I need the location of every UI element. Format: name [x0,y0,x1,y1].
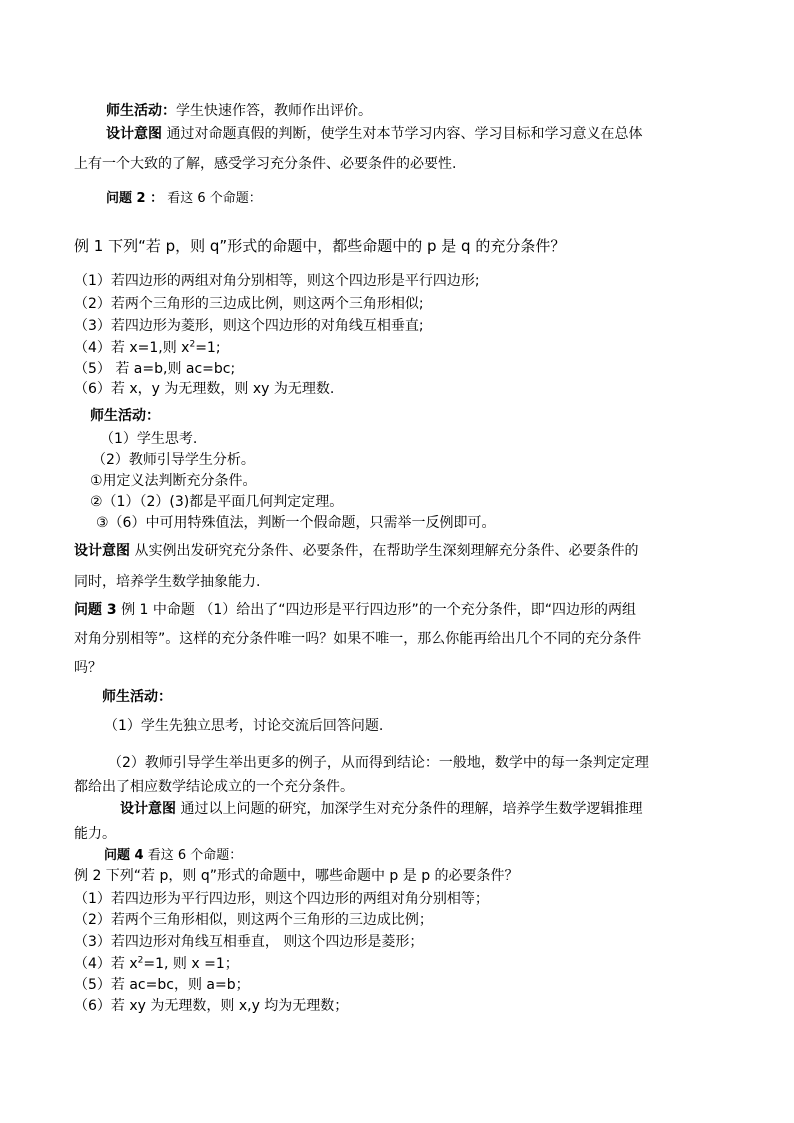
question-3-line-1 [74,602,636,619]
activity-line-1 [106,103,372,120]
activity-2-line-1: （1）学生思考. [100,431,198,447]
example-1-item-4-prefix: （4）若 x=1,则 x [74,340,190,356]
activity-2-line-5: ③（6）中可用特殊值法，判断一个假命题，只需举一反例即可。 [96,515,496,531]
example-2-item-2: （2）若两个三角形相似，则这两个三角形的三边成比例； [74,912,433,928]
activity-3-line-3: 都给出了相应数学结论成立的一个充分条件。 [74,779,354,795]
example-2-item-6: （6）若 xy 为无理数，则 x,y 均为无理数； [74,998,349,1014]
design-intent-2-label: 设计意图 [74,543,130,559]
example-2-item-5: （5）若 ac=bc，则 a=b； [74,977,250,993]
design-intent-line-2 [74,156,456,173]
example-2-title: 例 2 下列“若 p，则 q”形式的命题中，哪些命题中 p 是 p 的必要条件？ [74,868,519,884]
question-4-text: 看这 6 个命题： [143,848,243,863]
question-3-line-2: 对角分别相等”。这样的充分条件唯一吗？如果不唯一，那么你能再给出几个不同的充分条件 [74,631,642,647]
design-intent-3-line-2: 能力。 [74,826,116,842]
example-2-item-3: （3）若四边形对角线互相垂直， 则这个四边形是菱形； [74,934,424,950]
example-1-item-5: （5） 若 a=b,则 ac=bc; [74,361,236,377]
question-4-line [104,848,242,864]
question-4-label: 问题 4 [104,848,144,863]
design-intent-2-line-2: 同时，培养学生数学抽象能力. [74,574,261,590]
question-3-label: 问题 3 [74,602,117,618]
question-3-line-3: 吗？ [74,660,102,676]
question-3-text: 例 1 中命题 （1）给出了“四边形是平行四边形”的一个充分条件，即“四边形的两组 [116,602,636,618]
example-2-item-4-prefix: （4）若 x [74,956,138,972]
activity-3-line-2: （2）教师引导学生举出更多的例子，从而得到结论：一般地，数学中的每一条判定定理 [108,755,649,771]
activity-text: 学生快速作答，教师作出评价。 [176,103,372,119]
example-2-item-4-exponent: 2 [137,955,144,966]
design-intent-text: 通过对命题真假的判断，使学生对本节学习内容、学习目标和学习意义在总体 [162,126,643,142]
activity-2-line-4: ②（1）（2）(3)都是平面几何判定定理。 [90,494,344,510]
example-1-item-4 [74,340,221,357]
design-intent-line-1 [106,126,642,143]
design-intent-label: 设计意图 [106,126,162,142]
activity-3-label: 师生活动： [102,689,172,705]
design-intent-2-line-1 [74,543,638,560]
design-intent-3-label: 设计意图 [120,801,176,817]
activity-2-line-3: ①用定义法判断充分条件。 [90,473,257,489]
design-intent-3-text: 通过以上问题的研究，加深学生对充分条件的理解，培养学生数学逻辑推理 [176,801,643,817]
example-1-title: 例 1 下列“若 p，则 q”形式的命题中，都些命题中的 p 是 q 的充分条件？ [74,237,566,255]
activity-2-label: 师生活动： [90,408,160,424]
design-intent-text-cont: 上有一个大致的了解，感受学习充分条件、必要条件的必要性. [74,156,457,172]
example-1-item-2: （2）若两个三角形的三边成比例，则这两个三角形相似; [74,296,424,312]
design-intent-2-text: 从实例出发研究充分条件、必要条件，在帮助学生深刻理解充分条件、必要条件的 [130,543,639,559]
example-1-item-6: （6）若 x，y 为无理数，则 xy 为无理数. [74,381,335,397]
example-1-item-3: （3）若四边形为菱形，则这个四边形的对角线互相垂直; [74,318,424,334]
question-2-text: 看这 6 个命题： [163,191,262,206]
example-2-item-4-suffix: =1, 则 x =1； [143,956,239,972]
example-2-item-4 [74,956,239,973]
activity-3-line-1: （1）学生先独立思考，讨论交流后回答问题. [104,718,384,734]
example-1-item-4-exponent: 2 [189,339,196,350]
example-1-item-1: （1）若四边形的两组对角分别相等，则这个四边形是平行四边形; [74,273,480,289]
example-1-item-4-suffix: =1; [195,340,221,356]
example-2-item-1: （1）若四边形为平行四边形，则这个四边形的两组对角分别相等； [74,891,489,907]
design-intent-3-line-1 [120,801,642,818]
question-2-line [106,191,262,207]
question-2-label: 问题 2 ： [106,191,164,206]
activity-label: 师生活动： [106,103,176,119]
activity-2-line-2: （2）教师引导学生分析。 [92,452,255,468]
